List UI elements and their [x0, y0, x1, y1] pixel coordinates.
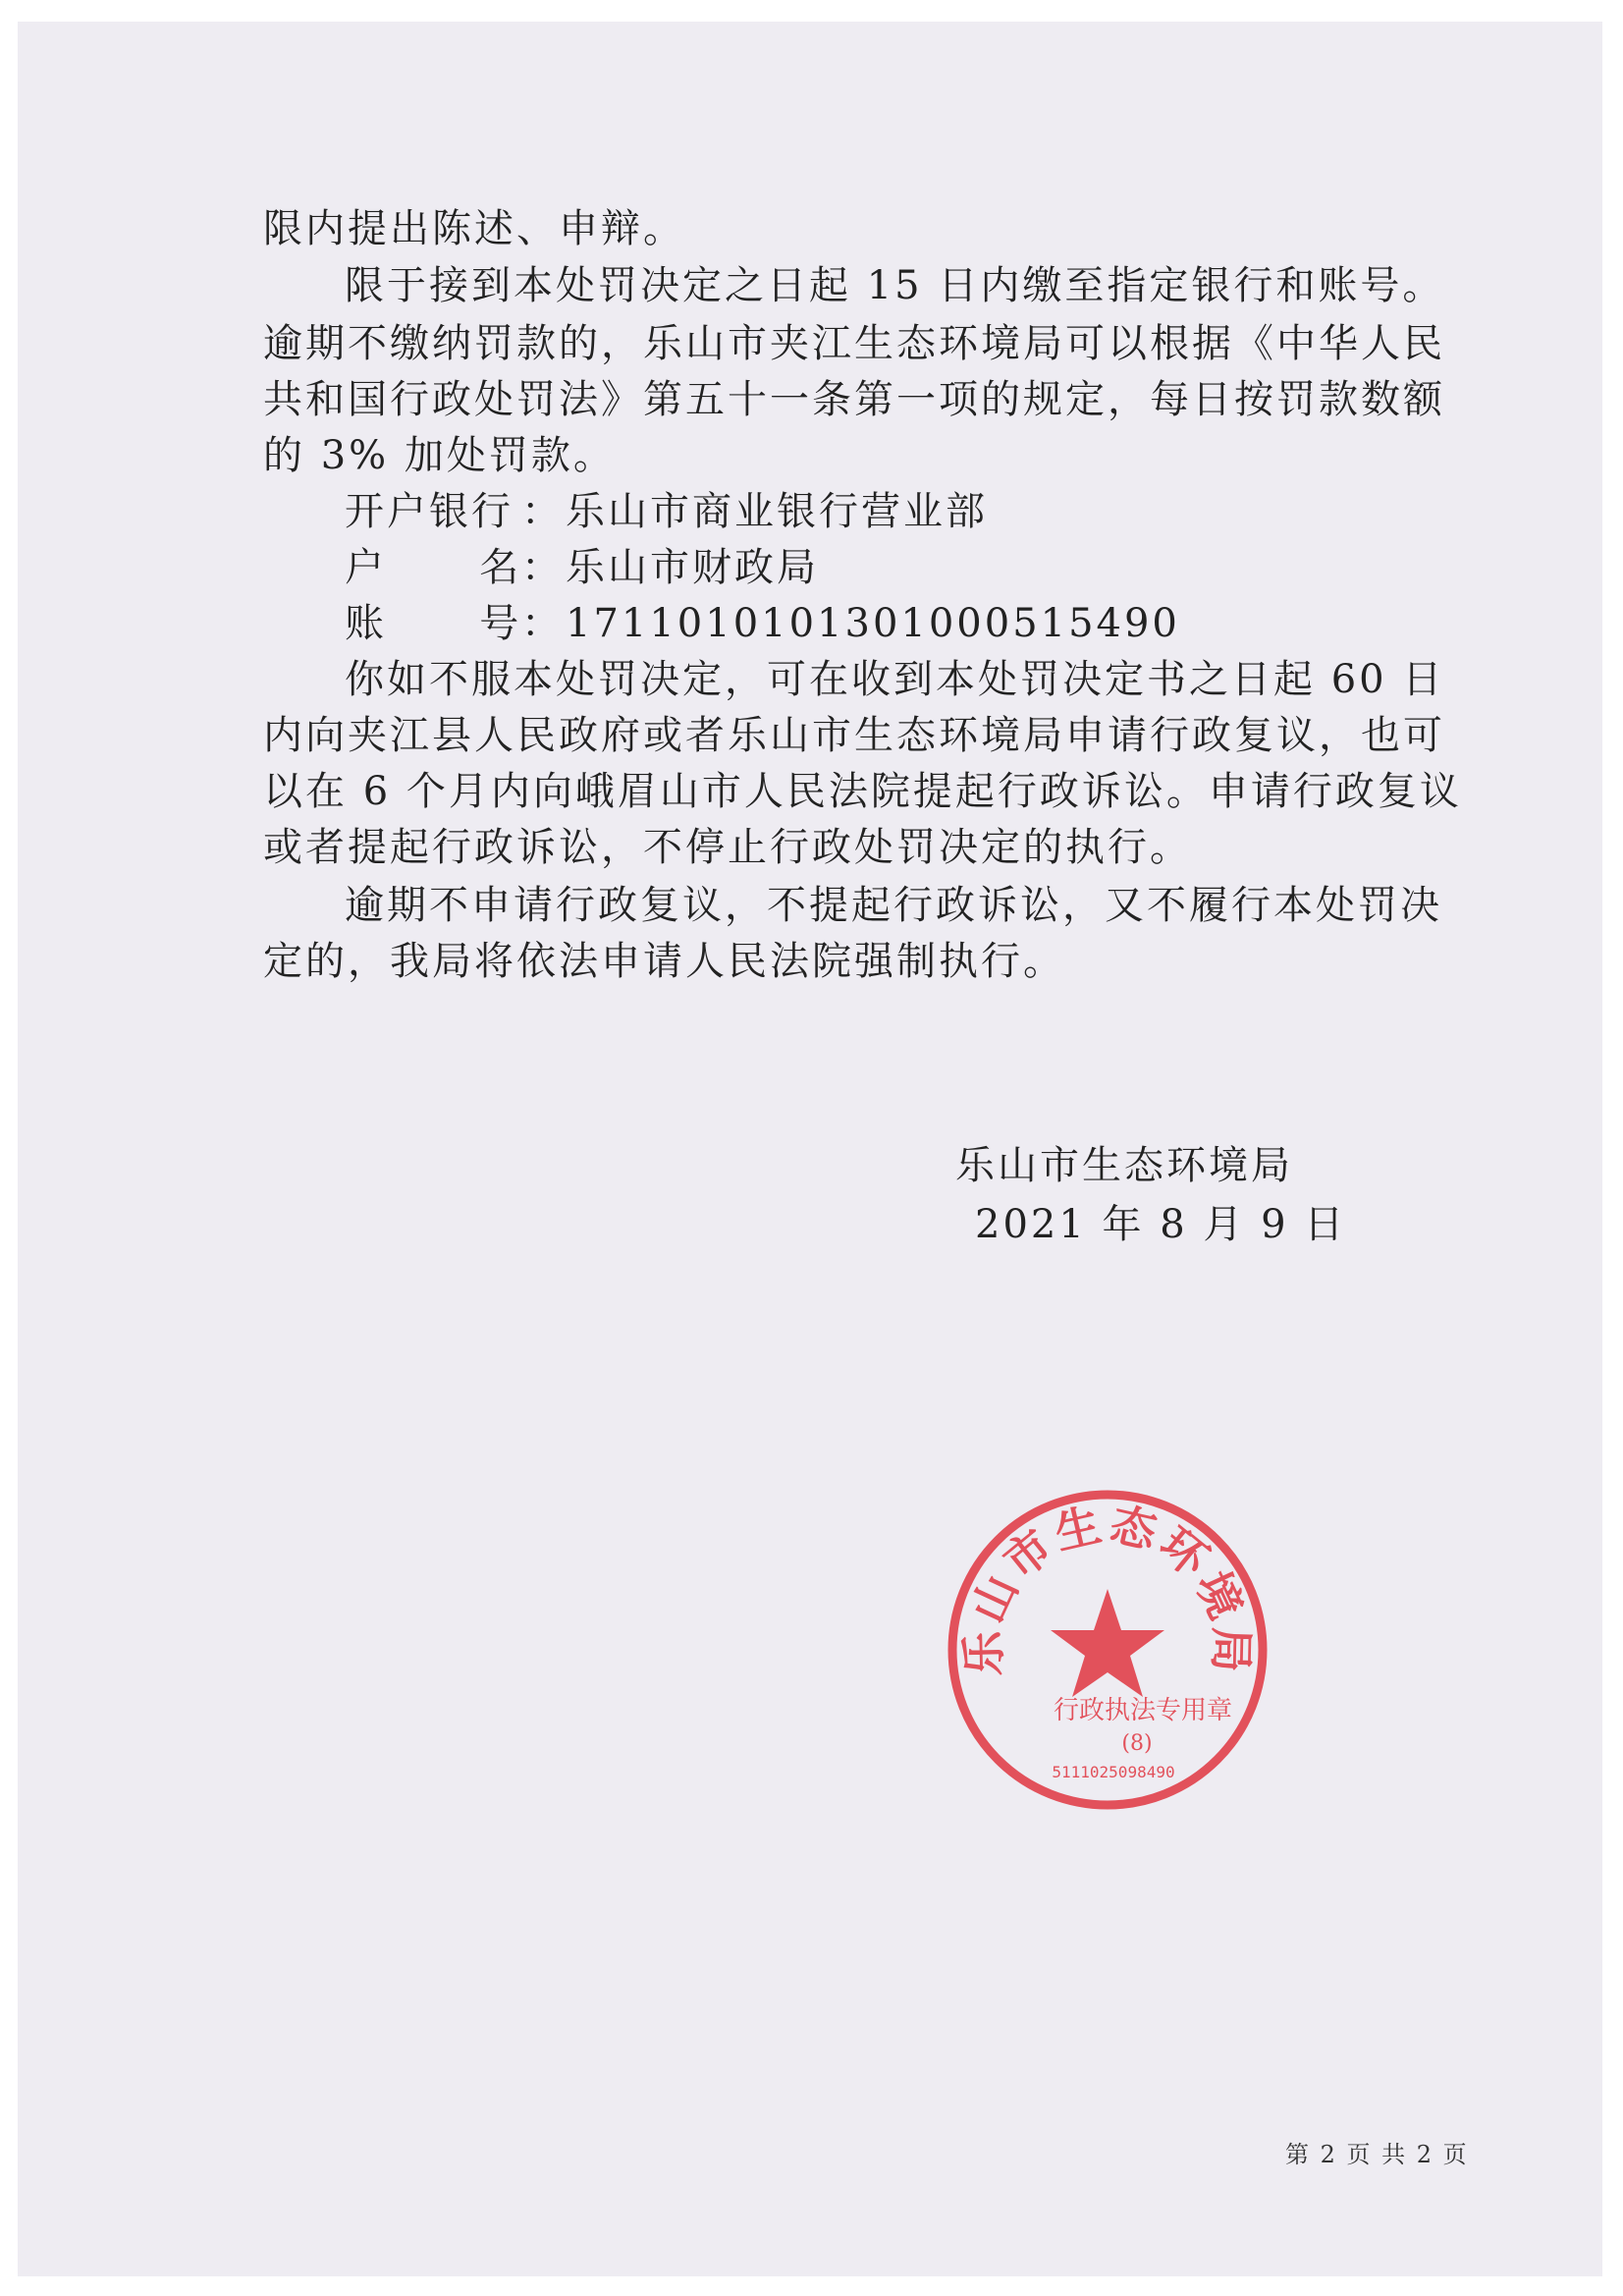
paragraph-line-10: 逾期不申请行政复议，不提起行政诉讼，又不履行本处罚决 [345, 883, 1442, 928]
account-bank-colon: ： [521, 489, 564, 534]
paragraph-line-4: 共和国行政处罚法》第五十一条第一项的规定，每日按罚款数额 [263, 377, 1445, 422]
official-seal [941, 1483, 1274, 1817]
account-number-value: 171101010130100051549​0 [566, 601, 1180, 646]
account-bank-value: 乐山市商业银行营业部 [566, 489, 988, 534]
paragraph-line-9: 或者提起行政诉讼，不停止行政处罚决定的执行。 [263, 825, 1192, 870]
paragraph-line-8: 以在 6 个月内向峨眉山市人民法院提起行政诉讼。申请行政复议 [263, 769, 1462, 814]
paragraph-line-7: 内向夹江县人民政府或者乐山市生态环境局申请行政复议，也可 [263, 713, 1445, 758]
signature-date: 2021 年 8 月 9 日 [975, 1202, 1347, 1247]
account-name-colon: ： [521, 545, 564, 590]
seal-inner-text: 行政执法专用章 [1053, 1696, 1233, 1725]
account-bank-row [18, 489, 1602, 535]
seal-number: (8) [1121, 1731, 1153, 1756]
account-number-label: 账 号 [345, 601, 522, 646]
paragraph-line-2: 限于接到本处罚决定之日起 15 日内缴至指定银行和账号。 [345, 263, 1445, 308]
document-page [18, 22, 1602, 2276]
account-bank-label: 开户银行 [345, 489, 514, 534]
paragraph-line-1: 限内提出陈述、申辩。 [263, 206, 685, 251]
account-name-label: 户 名 [345, 545, 522, 590]
page-number: 第 2 页 共 2 页 [1285, 2141, 1469, 2168]
paragraph-line-11: 定的，我局将依法申请人民法院强制执行。 [263, 939, 1065, 984]
account-number-colon: ： [521, 601, 564, 646]
account-name-row [18, 545, 1602, 591]
paragraph-line-3: 逾期不缴纳罚款的，乐山市夹江生态环境局可以根据《中华人民 [263, 321, 1445, 366]
seal-star-icon [1051, 1589, 1164, 1697]
account-name-value: 乐山市财政局 [566, 545, 819, 590]
signature-org: 乐山市生态环境局 [955, 1143, 1293, 1188]
paragraph-line-6: 你如不服本处罚决定，可在收到本处罚决定书之日起 60 日 [345, 657, 1445, 702]
paragraph-line-5: 的 3% 加处罚款。 [263, 433, 616, 478]
account-number-row [18, 601, 1602, 647]
seal-ring-text: 乐山市生态环境局 [956, 1497, 1259, 1677]
seal-code: 5111025098490 [1052, 1763, 1175, 1781]
